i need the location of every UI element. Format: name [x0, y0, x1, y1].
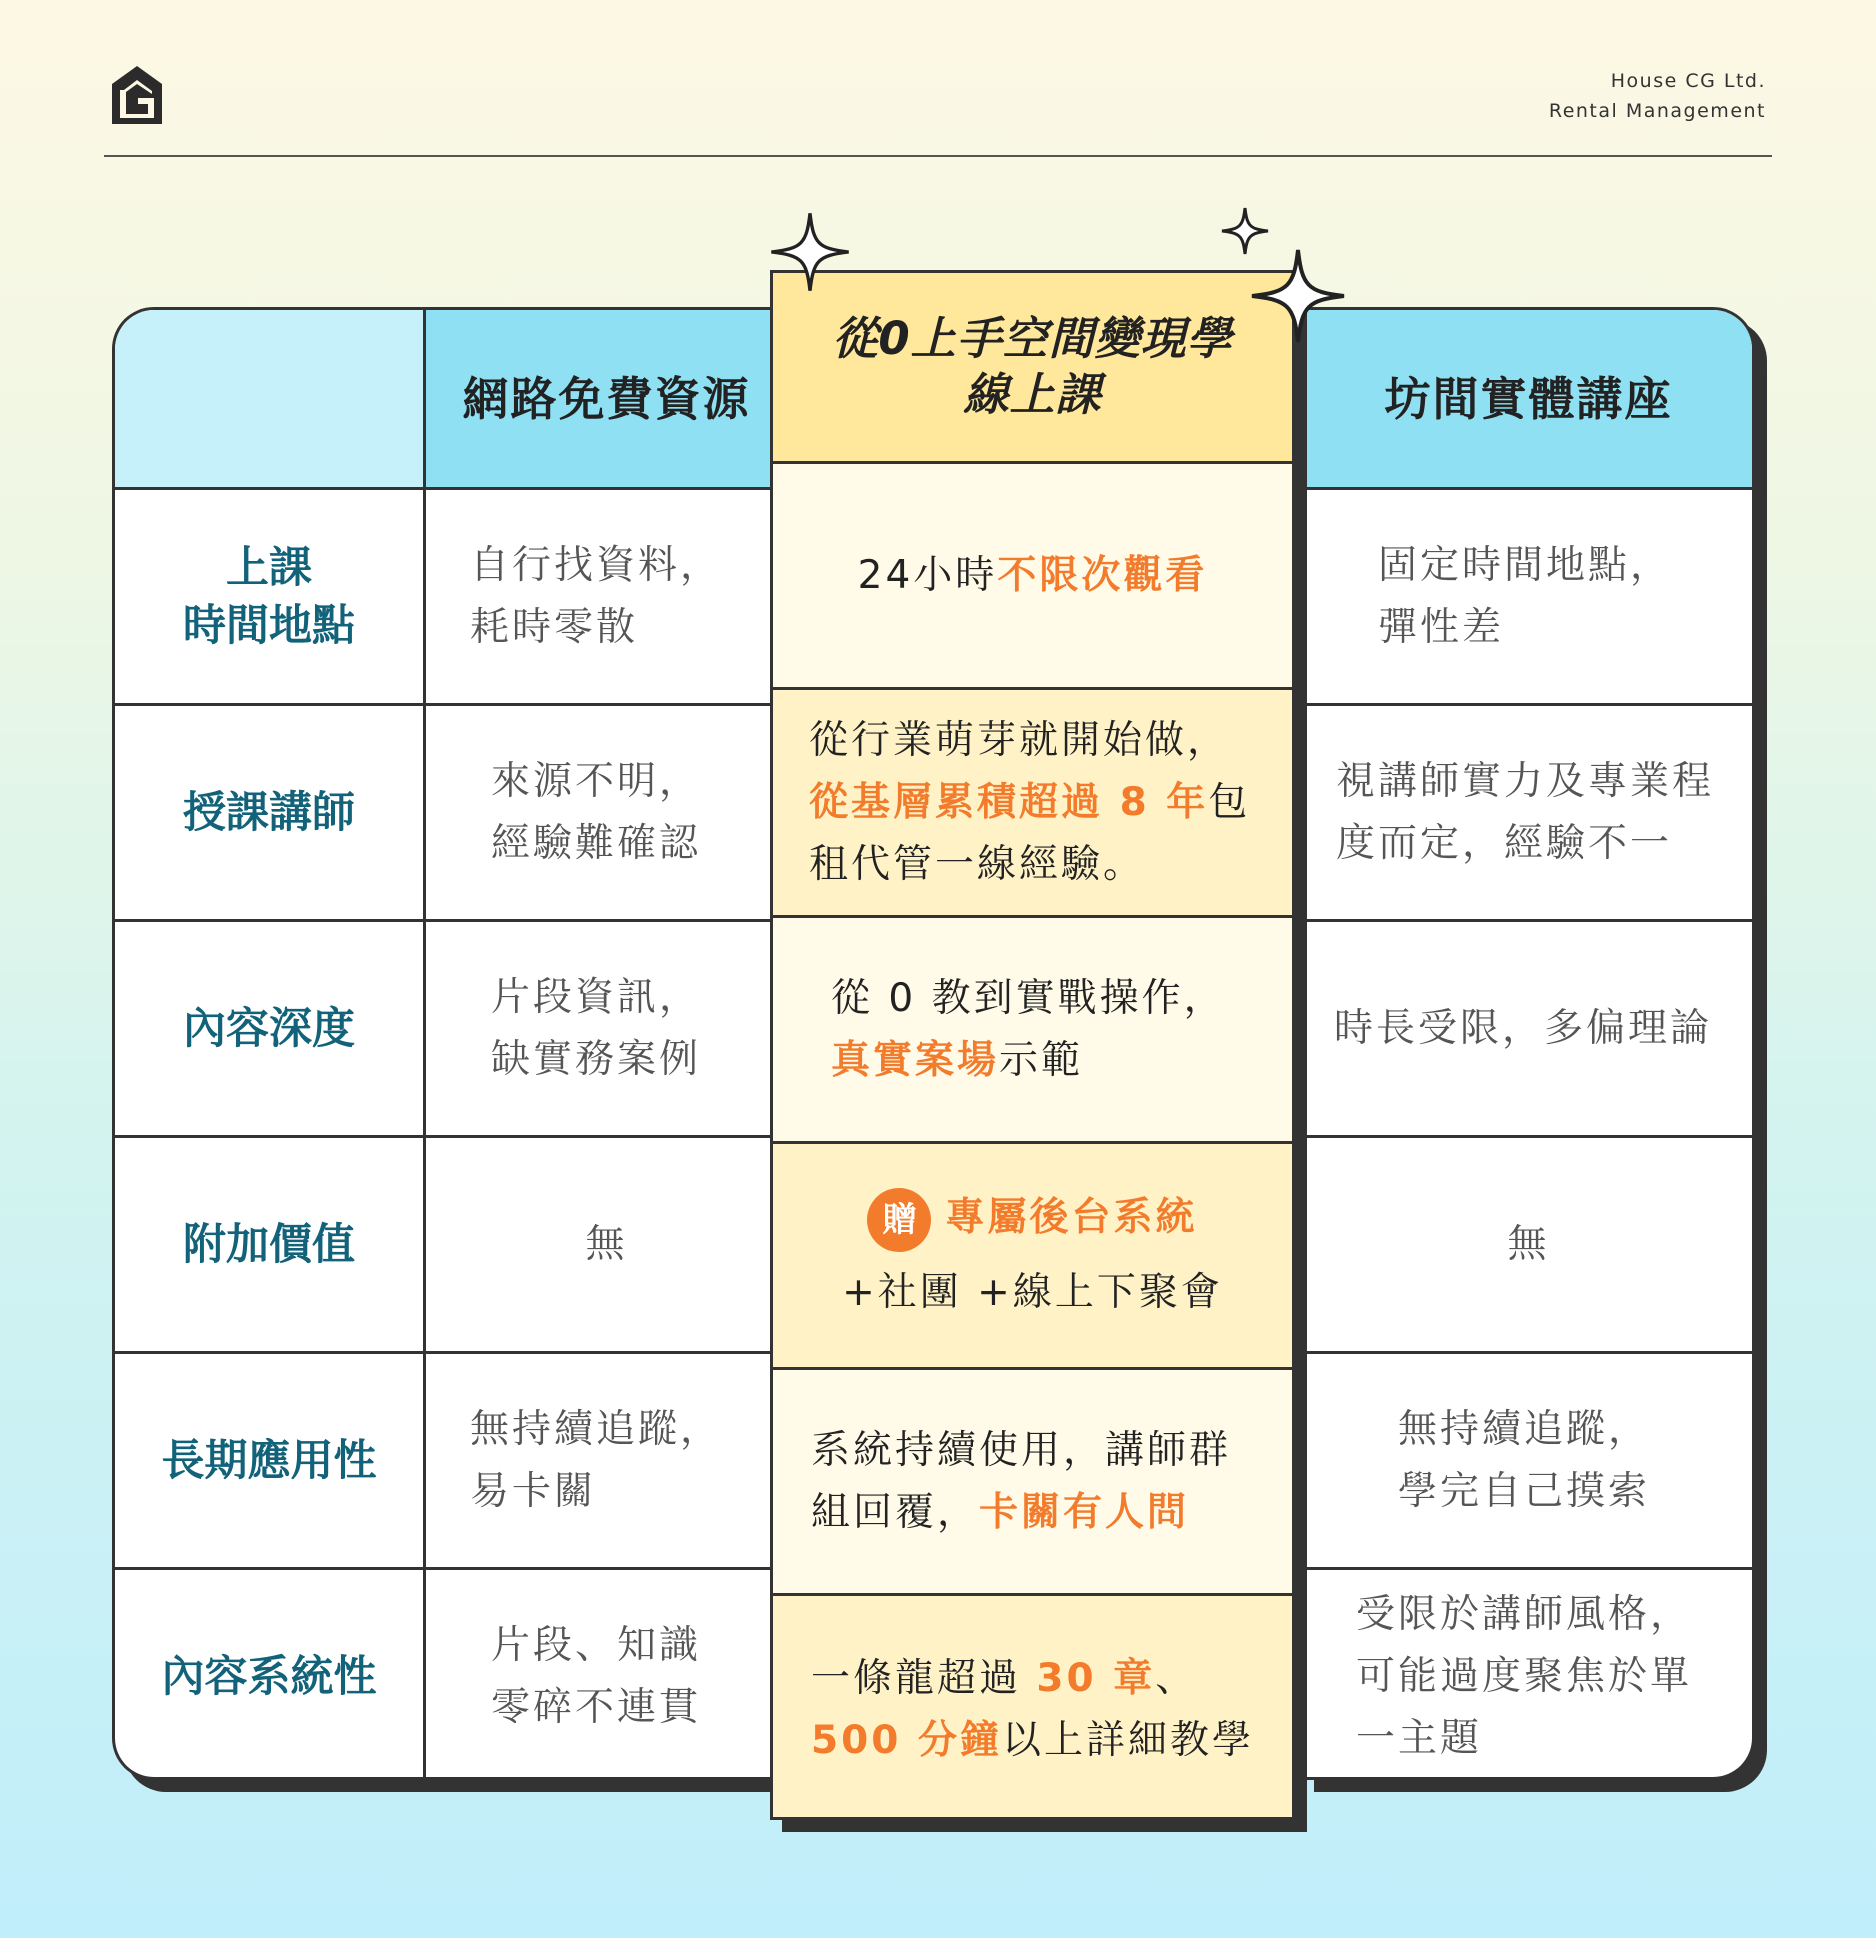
gift-badge: 贈 [867, 1188, 931, 1252]
course-text: 組回覆， [811, 1489, 980, 1535]
free-cell-text: 來源不明， 經驗難確認 [491, 758, 702, 866]
offline-cell-text: 無 [1507, 1221, 1550, 1267]
offline-cell [1302, 922, 1755, 1135]
course-text: 以上詳細教學 [1002, 1717, 1255, 1763]
row-schedule-right [1302, 487, 1752, 703]
row-label [115, 490, 423, 703]
row-longterm-right [1302, 1351, 1752, 1567]
free-cell [423, 1570, 784, 1780]
col-header-offline [1302, 310, 1755, 487]
row-system-right [1302, 1567, 1752, 1780]
course-text: 系統持續使用，講師群 [811, 1427, 1232, 1473]
row-system-left [115, 1567, 784, 1780]
row-instructor-right [1302, 703, 1752, 919]
course-text: 示範 [999, 1037, 1084, 1083]
offline-cell [1302, 1570, 1755, 1780]
free-cell-text: 片段、知識 零碎不連貫 [491, 1622, 702, 1730]
col-header-course [773, 273, 1292, 461]
course-cell-text [858, 545, 1208, 607]
course-text-line [842, 1187, 1223, 1252]
row-longterm-left [115, 1351, 784, 1567]
corner-cell [115, 310, 423, 487]
row-label [115, 1138, 423, 1351]
course-text: 從 0 教到實戰操作， [831, 975, 1226, 1021]
offline-cell [1302, 1354, 1755, 1567]
free-cell-text: 自行找資料， 耗時零散 [470, 542, 723, 650]
course-cell-text [811, 1420, 1231, 1544]
course-highlight: 從基層累積超過 8 年 [809, 779, 1209, 825]
sparkle-icon [1248, 246, 1348, 346]
course-cell-longterm [773, 1367, 1292, 1593]
course-highlight: 專屬後台系統 [945, 1195, 1198, 1241]
course-text: +社團 +線上下聚會 [842, 1269, 1223, 1315]
brand-name: House CG Ltd. [1610, 70, 1766, 92]
offline-cell-text: 固定時間地點， 彈性差 [1378, 542, 1673, 650]
course-cell-depth [773, 915, 1292, 1141]
row-label-text: 內容系統性 [161, 1651, 377, 1702]
offline-cell [1302, 706, 1755, 919]
row-label-text: 內容深度 [183, 1003, 355, 1054]
comparison-table-right [1302, 307, 1755, 1780]
course-cell-text [842, 1187, 1223, 1324]
course-text: 租代管一線經驗。 [809, 841, 1146, 887]
header-divider [104, 155, 1772, 157]
free-cell [423, 1138, 784, 1351]
comparison-table-left [112, 307, 784, 1780]
course-text-line [811, 1482, 1231, 1544]
course-cell-schedule [773, 461, 1292, 687]
col-header-free [423, 310, 784, 487]
row-depth-right [1302, 919, 1752, 1135]
free-cell [423, 706, 784, 919]
row-label-text: 授課講師 [183, 787, 355, 838]
row-value-left [115, 1135, 784, 1351]
col-header-free-label: 網路免費資源 [462, 371, 751, 426]
brand-text [1549, 66, 1766, 126]
free-cell-text: 片段資訊， 缺實務案例 [491, 974, 702, 1082]
course-column [770, 270, 1295, 1820]
course-highlight: 30 章 [1036, 1655, 1156, 1701]
course-cell-value [773, 1141, 1292, 1367]
course-highlight: 500 分鐘 [811, 1717, 1002, 1763]
row-label-text: 上課 時間地點 [183, 542, 355, 651]
offline-cell-text: 視講師實力及專業程 度而定，經驗不一 [1336, 758, 1715, 866]
row-depth-left [115, 919, 784, 1135]
row-label [115, 1570, 423, 1780]
offline-cell-text: 受限於講師風格， 可能過度聚焦於單 一主題 [1356, 1591, 1693, 1761]
free-cell-text: 無 [585, 1221, 628, 1267]
col-header-offline-label: 坊間實體講座 [1384, 371, 1673, 426]
course-text-line [809, 772, 1250, 834]
brand-subtitle: Rental Management [1548, 100, 1766, 122]
course-text: 一條龍超過 [811, 1655, 1037, 1701]
row-value-right [1302, 1135, 1752, 1351]
logo-g-icon [110, 64, 164, 126]
offline-cell [1302, 490, 1755, 703]
col-header-course-label: 從0上手空間變現學 線上課 [832, 312, 1233, 421]
row-label [115, 1354, 423, 1567]
sparkle-icon [768, 210, 852, 294]
row-label-text: 附加價值 [183, 1219, 355, 1270]
course-text: 、 [1155, 1655, 1198, 1701]
row-schedule-left [115, 487, 784, 703]
course-cell-text [811, 1648, 1254, 1772]
course-highlight: 不限次觀看 [997, 552, 1208, 598]
course-text: 從行業萌芽就開始做， [809, 717, 1230, 763]
row-label [115, 922, 423, 1135]
free-cell-text: 無持續追蹤， 易卡關 [470, 1406, 723, 1514]
course-text-line [831, 1030, 1226, 1092]
course-cell-instructor [773, 687, 1292, 915]
course-text: 包 [1208, 779, 1251, 825]
course-text-line [811, 1710, 1254, 1772]
row-label [115, 706, 423, 919]
header-row-left [115, 310, 784, 487]
offline-cell-text: 無持續追蹤， 學完自己摸索 [1398, 1406, 1651, 1514]
course-cell-text [831, 968, 1226, 1092]
offline-cell-text: 時長受限，多偏理論 [1334, 1005, 1713, 1051]
course-highlight: 卡關有人問 [979, 1489, 1190, 1535]
course-cell-text [809, 710, 1250, 896]
header-row-right [1302, 310, 1752, 487]
course-highlight: 真實案場 [831, 1037, 1000, 1083]
row-label-text: 長期應用性 [161, 1435, 377, 1486]
free-cell [423, 922, 784, 1135]
course-text-line [811, 1648, 1254, 1710]
free-cell [423, 1354, 784, 1567]
row-instructor-left [115, 703, 784, 919]
offline-cell [1302, 1138, 1755, 1351]
course-text: 24小時 [857, 552, 998, 598]
course-cell-system [773, 1593, 1292, 1820]
free-cell [423, 490, 784, 703]
